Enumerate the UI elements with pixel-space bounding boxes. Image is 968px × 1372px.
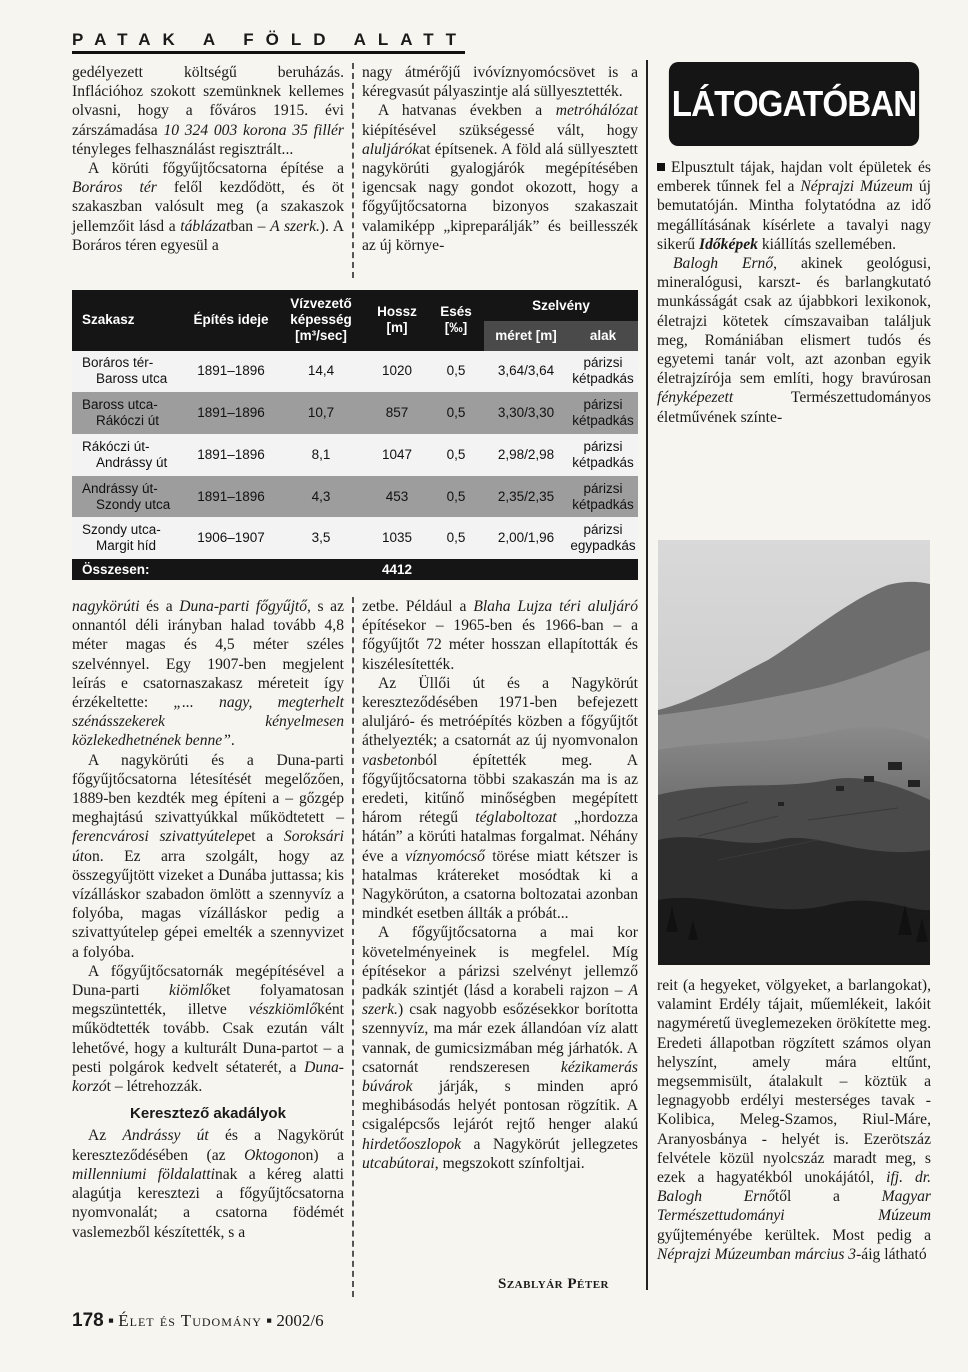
magazine-name: Élet és Tudomány (118, 1311, 262, 1330)
shape-cell: párizsi egypadkás (568, 517, 638, 559)
col-header-profile: Szelvény (484, 290, 638, 321)
slope-cell: 0,5 (428, 392, 484, 434)
capacity-cell: 14,4 (276, 351, 366, 393)
paragraph: A nagykörúti és a Duna-parti főgyűjtőcsatorna létesítését megelőzően, 1889-ben kezdték meg építeni a – gőzgép meghajtású szivattyúkkal működtetett – ferencvárosi szivattyútelepet a Soroksári úton. Ez arra szolgált, hogy az összegyűjtött vizeket a Dunába juttassa; kis vízálláskor szabadon ömlött a szennyvíz a folyóba, magas vízálláskor pedig a szivattyútelep gépei emelték a szennyvizet a folyóba. (72, 751, 344, 961)
segment-cell: Szondy utca- Margit híd (72, 517, 186, 559)
table-row (72, 434, 638, 476)
paragraph: zetbe. Például a Blaha Lujza téri aluljáró építésekor – 1965-ben és 1966-ban – a főgyűjtőt 72 méter hosszan ellapították és kiszélesítették. (362, 598, 638, 673)
paragraph: Az Andrássy út és a Nagykörút kereszteződésében (az Oktogonon) a millenniumi földalattinak a kéreg alatti alagútja keresztezi a főgyűjtőcsatorna nyomvonalát; a csatorna födémét vaslemezből készítették, s a (72, 1127, 344, 1241)
segment-cell: Baross utca- Rákóczi út (72, 392, 186, 434)
bullet-square-icon: ▪ (107, 1311, 119, 1330)
shape-cell: párizsi kétpadkás (568, 351, 638, 393)
built-cell: 1891–1896 (186, 351, 276, 393)
sidebar-separator (646, 60, 648, 1290)
table-row (72, 392, 638, 434)
column-1-bottom (72, 597, 344, 1242)
table-row (72, 476, 638, 518)
author-signature: Szablyár Péter (498, 1276, 609, 1292)
shape-cell: párizsi kétpadkás (568, 476, 638, 518)
built-cell: 1891–1896 (186, 392, 276, 434)
slope-cell: 0,5 (428, 517, 484, 559)
total-length: 4412 (366, 559, 428, 580)
built-cell: 1891–1896 (186, 476, 276, 518)
shape-cell: párizsi kétpadkás (568, 434, 638, 476)
column-1-top (72, 63, 344, 255)
length-cell: 453 (366, 476, 428, 518)
paragraph: nagy átmérőjű ivóvíznyomócsövet is a kéregvasút pályaszintje alá süllyesztették. (362, 64, 638, 101)
col-header-built: Építés ideje (186, 290, 276, 351)
size-cell: 2,00/1,96 (484, 517, 568, 559)
bullet-square-icon (657, 163, 665, 171)
paragraph: gedélyezett költségű beruházás. Inflációhoz szokott szemünknek kellemes olvasni, hogy a főváros 1915. évi zárszámadása 10 324 003 korona 35 fillér tényleges felhasználást regisztrált... (72, 64, 344, 158)
column-2-bottom (362, 597, 638, 1173)
segment-cell: Andrássy út- Szondy utca (72, 476, 186, 518)
segment-cell: Boráros tér- Baross utca (72, 351, 186, 393)
page-footer (72, 1310, 324, 1332)
paragraph: Balogh Ernő, akinek geológusi, mineralógusi, karszt- és barlangkutató munkásságát csak az újabbkori lexikonok, életrajzi kötetek címszavaiban találjuk meg, Romániában elismert tudós és egyetemi tanár volt, azt azonban egyik életrajzírója sem említi, hogy bravúrosan fényképezett Természettudományos életművének színte- (657, 255, 931, 426)
shape-cell: párizsi kétpadkás (568, 392, 638, 434)
col-header-length: Hossz [m] (366, 290, 428, 351)
sidebar-banner: LÁTOGATÓBAN (669, 62, 919, 146)
column-separator (352, 63, 354, 278)
built-cell: 1906–1907 (186, 517, 276, 559)
col-header-size: méret [m] (484, 321, 568, 350)
paragraph: nagykörúti és a Duna-parti főgyűjtő, s az onnantól déli irányban halad tovább 4,8 méter magas és 4,5 méter széles szelvénnyel. Egy 1907-ben megjelent leírás e csatornaszakasz méreteit így érzékeltette: „... nagy, megterhelt szénásszekerek kényelmesen közlekedhetnének benne”. (72, 598, 345, 750)
length-cell: 1035 (366, 517, 428, 559)
paragraph: Az Üllői út és a Nagykörút kereszteződésében 1971-ben befejezett aluljáró- és metróépítés közben a főgyűjtőt áthelyezték; a csatornát az új nyomvonalon vasbetonból építették meg. A főgyűjtőcsatorna többi szakaszán ma is az eredeti, kitűnő minőségben megépített három rétegű téglaboltozat „hordozza hátán” a körúti hatalmas forgalmat. Néhány éve a víznyomócső törése miatt kétszer is hatalmas krátereket mosódtak ki a Nagykörúton, a csatorna boltozatai azonban mindkét esetben állták a próbát... (362, 674, 638, 923)
capacity-cell: 8,1 (276, 434, 366, 476)
paragraph: A körúti főgyűjtőcsatorna építése a Boráros tér felől kezdődött, és öt szakaszban valósult meg (a szakaszok jellemzőit lásd a táblázatban – A szerk.). A Boráros téren egyesül a (72, 160, 345, 254)
size-cell: 2,98/2,98 (484, 434, 568, 476)
mountain-landscape-image (658, 540, 930, 965)
slope-cell: 0,5 (428, 351, 484, 393)
segment-cell: Rákóczi út- Andrássy út (72, 434, 186, 476)
slope-cell: 0,5 (428, 476, 484, 518)
issue-number: 2002/6 (276, 1311, 324, 1330)
capacity-cell: 10,7 (276, 392, 366, 434)
page-number: 178 (72, 1310, 104, 1331)
bullet-square-icon: ▪ (266, 1311, 277, 1330)
capacity-cell: 4,3 (276, 476, 366, 518)
size-cell: 3,64/3,64 (484, 351, 568, 393)
running-header: PATAK A FÖLD ALATT (72, 30, 469, 49)
capacity-cell: 3,5 (276, 517, 366, 559)
col-header-segment: Szakasz (72, 290, 186, 351)
paragraph: A főgyűjtőcsatorna a mai kor követelményeinek is megfelel. Míg építésekor a párizsi szelvényt jellemző padkák szintjét (lásd a korabeli rajzon – A szerk.) csak nagyobb esőzésekkor borította szennyvíz, ma már ezek állandóan víz alatt vannak, de gumicsizmában még járhatók. A csatornát rendszeresen kézikamerás búvárok járják, s minden apró meghibásodás helyét pontosan rögzítik. A csigalépcsős lejárót rejtő henger alakú hirdetőoszlopok a Nagykörút jellegzetes utcabútorai, megszokott színfoltjai. (362, 924, 638, 1172)
paragraph: A főgyűjtőcsatornák megépítésével a Duna-parti kiömlőket folyamatosan megszüntették, illetve vészkiömlőként működtették tovább. Csak ezután vált lehetővé, hogy a kulturált Duna-partot – a pesti polgárok kedvelt sétaterét, a Duna-korzót – létrehozzák. (72, 962, 344, 1096)
table-row (72, 517, 638, 559)
total-label: Összesen: (72, 559, 366, 580)
length-cell: 857 (366, 392, 428, 434)
slope-cell: 0,5 (428, 434, 484, 476)
paragraph: A hatvanas években a metróhálózat kiépítésével szükségessé vált, hogy aluljárókat építsenek. A föld alá süllyesztett nagykörúti gyalogjárók megépítésében igencsak nagy gondot okozott, hogy a főgyűjtőcsatorna bizonyos szakaszait valamiképp „kipreparálják” és beillesszék az új környe- (362, 102, 638, 254)
table-row (72, 351, 638, 393)
column-separator (352, 597, 354, 1297)
column-2-top (362, 63, 638, 255)
length-cell: 1020 (366, 351, 428, 393)
sidebar-text-bottom (657, 976, 931, 1264)
length-cell: 1047 (366, 434, 428, 476)
size-cell: 2,35/2,35 (484, 476, 568, 518)
subheading: Keresztező akadályok (130, 1105, 286, 1123)
col-header-shape: alak (568, 321, 638, 350)
size-cell: 3,30/3,30 (484, 392, 568, 434)
sewer-sections-table (72, 290, 638, 580)
landscape-photo (658, 540, 930, 965)
sidebar-text-top (657, 158, 931, 427)
col-header-capacity: Vízvezető képesség [m³/sec] (276, 290, 366, 351)
paragraph: Elpusztult tájak, hajdan volt épületek és emberek tűnnek fel a Néprajzi Múzeum új bemutatóján. Mintha folytatódna az idő megállításának kísérlete a tavalyi nagy sikerű Időképek kiállítás szellemében. (657, 159, 932, 253)
col-header-slope: Esés [‰] (428, 290, 484, 351)
built-cell: 1891–1896 (186, 434, 276, 476)
header-rule (72, 51, 465, 54)
paragraph: reit (a hegyeket, völgyeket, a barlangokat), valamint Erdély tájait, műemlékeit, lakóit nagyméretű üveglemezeken örökítette meg. Eredeti állapotban rögzített számos olyan helyszínt, amely mára eltűnt, megsemmisült, átalakult – köztük a legnagyobb erdélyi mesterséges tavak - Kolibica, Meleg-Szamos, Riul-Máre, Aranyosbánya - helyét is. Ezerötszáz felvétele közül nyolcszáz maradt meg, s ezek a hagyatékból unokájától, ifj. dr. Balogh Ernőtől a Magyar Természettudományi Múzeum gyűjteményébe kerültek. Most pedig a Néprajzi Múzeumban március 3-áig látható (657, 977, 931, 1263)
